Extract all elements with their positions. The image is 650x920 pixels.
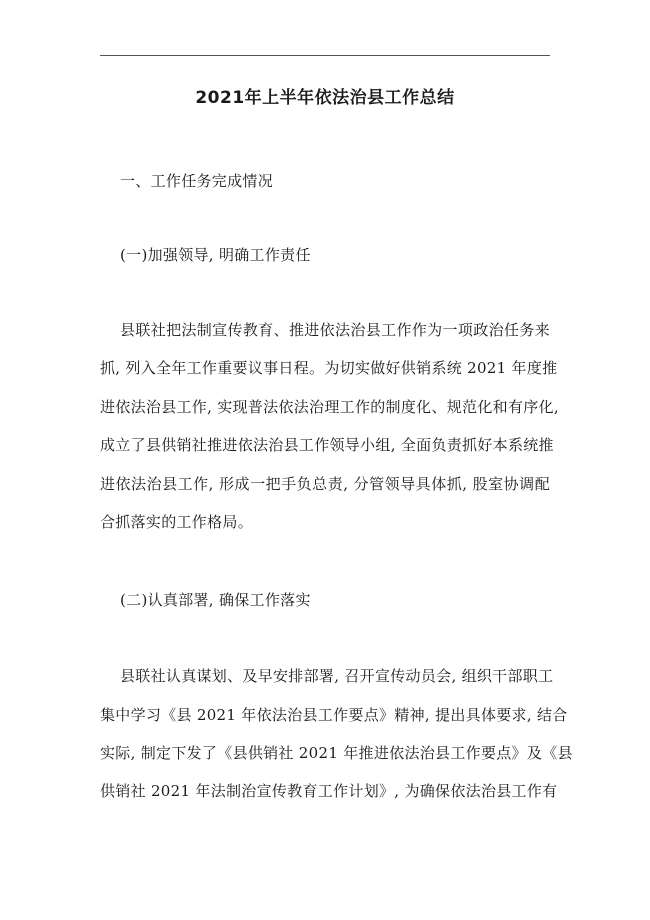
subsection-heading-2: (二)认真部署, 确保工作落实 [120, 591, 311, 609]
paragraph-2-line-3: 实际, 制定下发了《县供销社 2021 年推进依法治县工作要点》及《县 [100, 744, 573, 762]
paragraph-1-line-5: 进依法治县工作, 形成一把手负总责, 分管领导具体抓, 股室协调配 [100, 475, 550, 493]
paragraph-1-line-4: 成立了县供销社推进依法治县工作领导小组, 全面负责抓好本系统推 [100, 436, 554, 454]
section-heading: 一、工作任务完成情况 [120, 172, 274, 190]
paragraph-1-line-1: 县联社把法制宣传教育、推进依法治县工作作为一项政治任务来 [120, 321, 550, 339]
document-title: 2021年上半年依法治县工作总结 [195, 88, 455, 108]
paragraph-1-line-6: 合抓落实的工作格局。 [100, 513, 254, 531]
paragraph-2-line-4: 供销社 2021 年法制治宣传教育工作计划》, 为确保依法治县工作有 [100, 782, 558, 800]
paragraph-1-line-3: 进依法治县工作, 实现普法依法治理工作的制度化、规范化和有序化, [100, 398, 559, 416]
paragraph-2-line-2: 集中学习《县 2021 年依法治县工作要点》精神, 提出具体要求, 结合 [100, 706, 568, 724]
subsection-heading-1: (一)加强领导, 明确工作责任 [120, 246, 311, 264]
paragraph-1-line-2: 抓, 列入全年工作重要议事日程。为切实做好供销系统 2021 年度推 [100, 359, 558, 377]
paragraph-2-line-1: 县联社认真谋划、及早安排部署, 召开宣传动员会, 组织干部职工 [120, 667, 554, 685]
header-rule [100, 55, 550, 56]
